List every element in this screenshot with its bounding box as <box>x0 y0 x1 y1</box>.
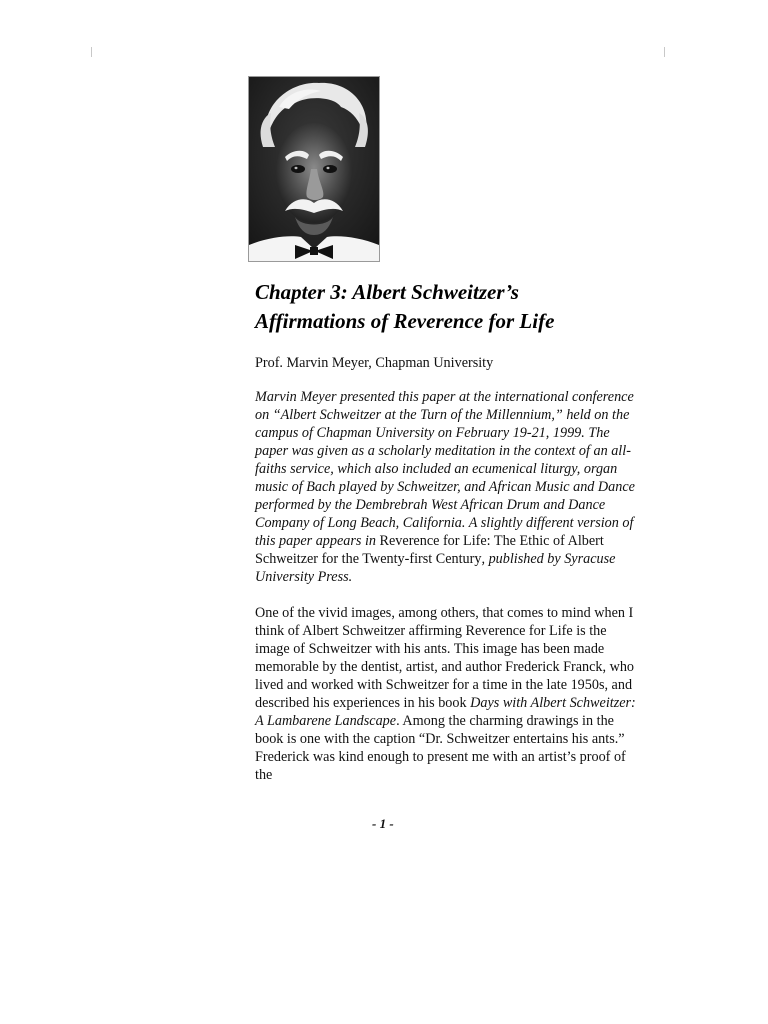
body-text-1: One of the vivid images, among others, that comes to mind when I think of Albert Schweitzer affirming Reverence for Life is the image of Schweitzer with his ants. This image has been made memorable by the dentist, artist, and author Frederick Franck, who lived and worked with Schweitzer for a time in the late 1950s, and described his experiences in his book <box>255 605 635 711</box>
body-text-2: . Among the charming drawings in the book is one with the caption “Dr. Schweitzer entertains his ants.” Frederick was kind enough to present me with an artist’s proof of the <box>255 713 626 783</box>
chapter-title-line-1: Chapter 3: Albert Schweitzer’s <box>255 280 519 304</box>
crop-mark-left <box>91 47 92 57</box>
intro-text-1: Marvin Meyer presented this paper at the international conference on “Albert Schweitzer at the Turn of the Millennium,” held on the campus of Chapman University on February 19-21, 1999. The paper was given as a scholarly meditation in the context of an all-faiths service, which also included an ecumenical liturgy, organ music of Bach played by Schweitzer, and African Music and Dance performed by the Dembrebrah West African Drum and Dance Company of Long Beach, California. A slightly different version of this paper appears in <box>255 389 635 549</box>
intro-book-title: Reverence for Life: The Ethic of Albert Schweitzer for the Twenty-first Century <box>255 533 604 567</box>
chapter-title <box>255 278 640 336</box>
document-body <box>255 278 640 784</box>
body-paragraph <box>255 604 640 784</box>
portrait-photo <box>248 76 380 262</box>
intro-paragraph <box>255 388 640 586</box>
portrait-icon <box>249 77 379 261</box>
chapter-title-line-2: Affirmations of Reverence for Life <box>255 309 555 333</box>
page-number: - 1 - <box>372 816 394 831</box>
crop-mark-right <box>664 47 665 57</box>
intro-text-2: , published by Syracuse University Press. <box>255 551 616 585</box>
author-line: Prof. Marvin Meyer, Chapman University <box>255 355 494 371</box>
body-book-title: Days with Albert Schweitzer: A Lambarene Landscape <box>255 695 636 729</box>
